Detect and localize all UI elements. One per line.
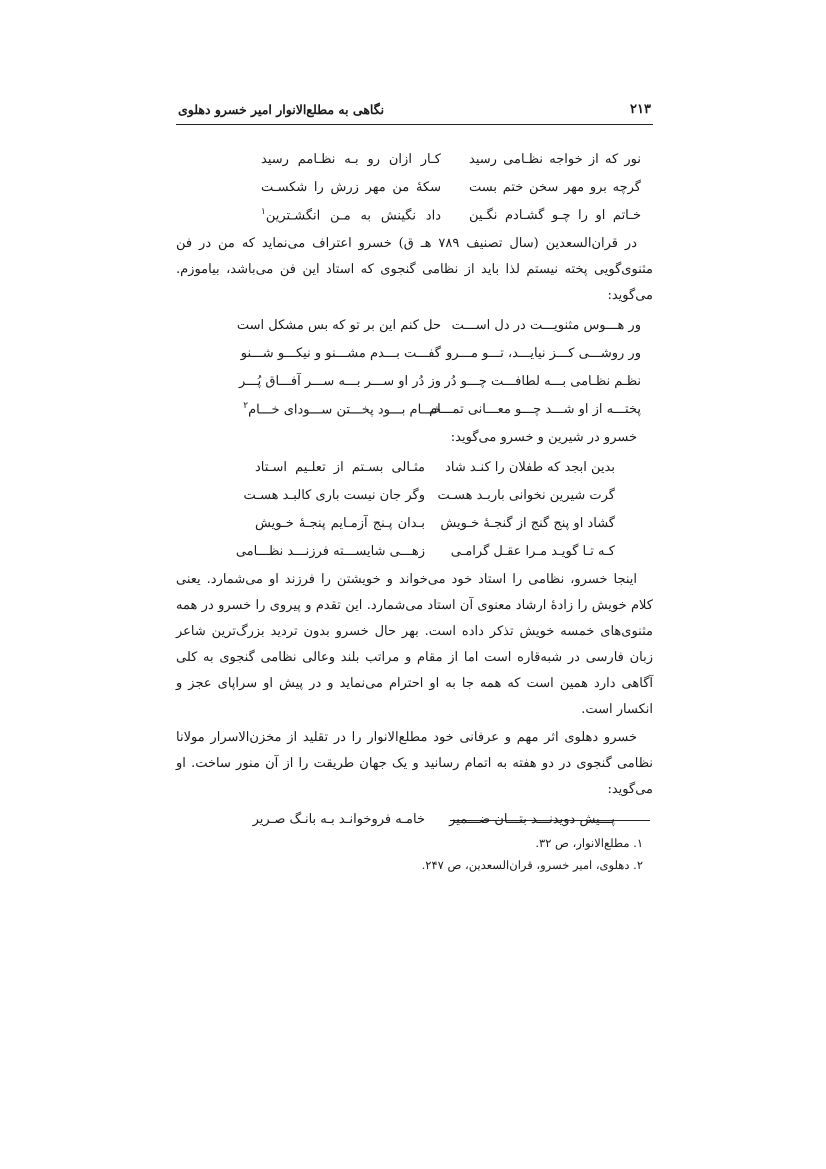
footnotes — [176, 832, 653, 876]
paragraph: اینجا خسرو، نظامی را استاد خود می‌خواند و خویشتن را فرزند او می‌شمارد. یعنی کلام خویش را زادهٔ ارشاد معنوی آن استاد می‌شمارد. این تقدم و پیروی را خسرو در همه مثنوی‌های خمسه خویش تذکر داده است. بهر حال خسرو بدون تردید بزرگ‌ترین شاعر زبان فارسی در شبه‌قاره است اما از مقام و مراتب بلند وعالی نظامی گنجوی به کلی آگاهی دارد همین است که همه جا به او احترام می‌نماید و در پیش او سراپای عجز و انکسار است. — [176, 572, 653, 717]
verse-couplet — [176, 509, 653, 537]
hemistich-left: وز دُر او ســـر بـــه ســـر آفـــاق پُـــر — [239, 373, 441, 389]
hemistich-right: خـاتم او را چـو گشـادم نگـین — [469, 207, 641, 223]
verse-couplet — [176, 339, 653, 367]
page-number: ۲۱۳ — [630, 102, 651, 117]
hemistich-right: ور روشـــی کـــز نیایـــد، تـــو مـــرو — [446, 345, 641, 361]
verse-couplet — [176, 453, 653, 481]
hemistich-right: گرت شیرین نخوانی باربـد هسـت — [437, 487, 615, 503]
footnote-ref: ۲ — [243, 400, 249, 411]
verse-couplet — [176, 481, 653, 509]
hemistich-left: حل کنم این بر تو که بس مشکل است — [236, 317, 441, 333]
paragraph: در قران‌السعدین (سال تصنیف ۷۸۹ هـ ق) خسرو اعتراف می‌نماید که من در فن مثنوی‌گویی پخته نیستم لذا باید از نظامی گنجوی که استاد این فن می‌باشد، بیاموزم. می‌گوید: — [176, 236, 653, 303]
hemistich-right: کـه تـا گویـد مـرا عقـل گرامـی — [450, 543, 615, 559]
hemistich-right: نور که از خواجه نظـامی رسید — [469, 151, 641, 167]
hemistich-right: بدین ابجد که طفلان را کنـد شاد — [445, 459, 615, 475]
hemistich-left: گفـــت بـــدم مشـــنو و نیکـــو شـــنو — [240, 345, 441, 361]
hemistich-left: داد نگینش به مـن انگشـترین$^۱$ — [261, 206, 441, 224]
hemistich-left: خامـه فروخوانـد بـه بانـگ صـریر — [252, 811, 425, 827]
running-header — [176, 102, 653, 125]
hemistich-right: نظـم نظـامی بـــه لطافـــت چـــو دُر — [444, 373, 641, 389]
verse-couplet — [176, 395, 653, 423]
verse-couplet — [176, 201, 653, 229]
paragraph: خسرو در شیرین و خسرو می‌گوید: — [450, 430, 637, 445]
footnote: ۱. مطلع‌الانوار، ص ۳۲. — [535, 836, 643, 850]
verse-couplet — [176, 173, 653, 201]
body-text — [176, 145, 653, 833]
verse-couplet — [176, 805, 653, 833]
hemistich-right: گشاد او پنج گنج از گنجـهٔ خـویش — [440, 515, 615, 531]
footnote: ۲. دهلوی، امیر خسرو، قران‌السعدین، ص ۲۴۷. — [421, 858, 643, 872]
hemistich-right: پـــیش دویدنـــد بتـــان ضـــمیر — [449, 811, 615, 827]
verse-couplet — [176, 145, 653, 173]
footnote-divider — [450, 820, 650, 821]
hemistich-left: کـار ازان رو بـه نظـامم رسید — [261, 151, 441, 167]
hemistich-left: بـدان پـنج آزمـایم پنجـهٔ خـویش — [255, 515, 425, 531]
hemistich-right: گرچه برو مهر سخن ختم بست — [469, 179, 641, 195]
hemistich-left: وگر جان نیست باری کالبـد هسـت — [243, 487, 425, 503]
verse-couplet — [176, 537, 653, 565]
hemistich-left: سکهٔ من مهر زرش را شکسـت — [261, 179, 441, 195]
running-title: نگاهی به مطلع‌الانوار امیر خسرو دهلوی — [178, 102, 385, 117]
hemistich-right: ور هـــوس مثنویـــت در دل اســـت — [451, 317, 641, 333]
hemistich-left: خـــام بـــود پخـــتن ســـودای خـــام$^۲$ — [243, 400, 441, 418]
verse-couplet — [176, 367, 653, 395]
footnote-ref: ۱ — [261, 206, 266, 217]
hemistich-left: مثـالی بسـتم از تعلـیم اسـتاد — [255, 459, 425, 475]
hemistich-left: زهـــی شایســـته فرزنـــد نظـــامی — [235, 543, 425, 559]
verse-couplet — [176, 311, 653, 339]
hemistich-right: پختـــه از او شـــد چـــو معـــانی تمـــام — [429, 401, 641, 417]
paragraph: خسرو دهلوی اثر مهم و عرفانی خود مطلع‌الانوار را در تقلید از مخزن‌الاسرار مولانا نظامی گنجوی در دو هفته به اتمام رسانید و یک جهان طریقت را از آن منور ساخت. او می‌گوید: — [176, 730, 653, 797]
